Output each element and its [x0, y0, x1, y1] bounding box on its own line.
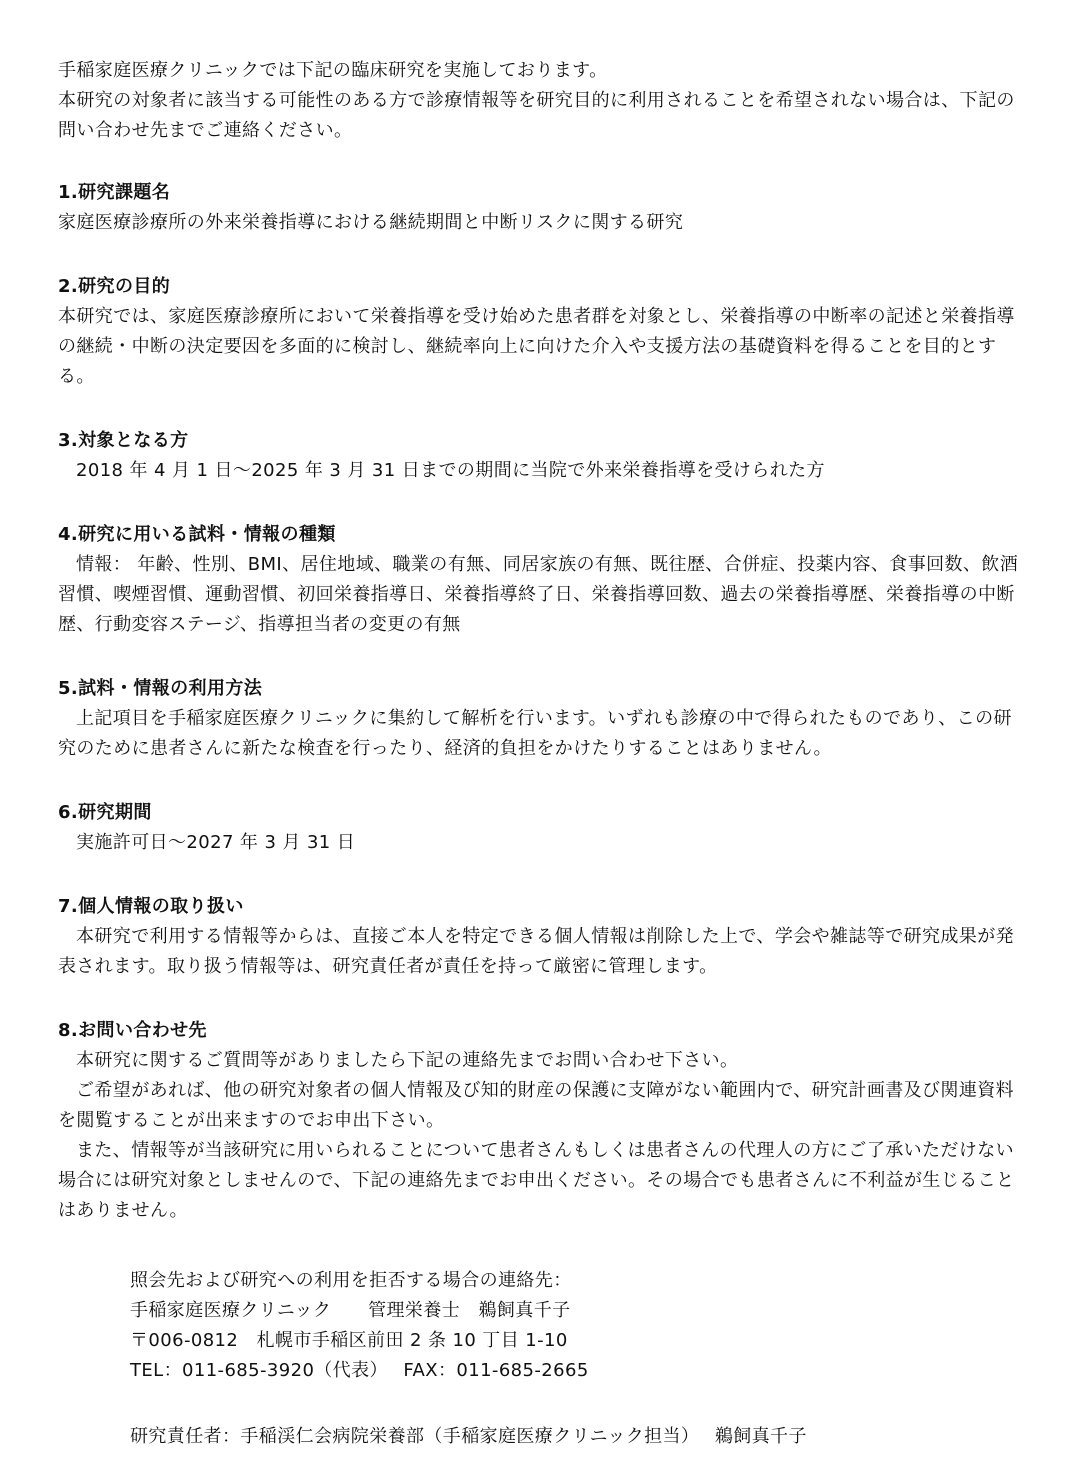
section-text: 実施許可日～2027 年 3 月 31 日 [76, 832, 356, 853]
intro-line-1: 手稲家庭医療クリニックでは下記の臨床研究を実施しております。 [58, 60, 608, 81]
section-text: 家庭医療診療所の外来栄養指導における継続期間と中断リスクに関する研究 [58, 212, 684, 233]
section-heading: 2.研究の目的 [58, 276, 171, 297]
intro-line-2: 本研究の対象者に該当する可能性のある方で診療情報等を研究目的に利用されることを希望されない場合は、下記の問い合わせ先までご連絡ください。 [58, 90, 1015, 141]
section-heading: 1.研究課題名 [58, 182, 171, 203]
contact-clinic: 手稲家庭医療クリニック 管理栄養士 鵜飼真千子 [130, 1300, 571, 1321]
spacer [130, 1386, 1022, 1422]
contact-address: 〒006-0812 札幌市手稲区前田 2 条 10 丁目 1-10 [130, 1330, 568, 1351]
section-target [58, 426, 1022, 486]
section-heading: 3.対象となる方 [58, 430, 189, 451]
section-text: ご希望があれば、他の研究対象者の個人情報及び知的財産の保護に支障がない範囲内で、研究計画書及び関連資料を閲覧することが出来ますのでお申出下さい。 [58, 1080, 1015, 1131]
section-heading: 5.試料・情報の利用方法 [58, 678, 263, 699]
section-heading: 8.お問い合わせ先 [58, 1020, 207, 1041]
contact-responsible: 研究責任者：手稲渓仁会病院栄養部（手稲家庭医療クリニック担当） 鵜飼真千子 [130, 1426, 807, 1447]
contact-block [58, 1266, 1022, 1452]
section-heading: 7.個人情報の取り扱い [58, 896, 244, 917]
section-heading: 4.研究に用いる試料・情報の種類 [58, 524, 336, 545]
section-heading: 6.研究期間 [58, 802, 152, 823]
contact-label: 照会先および研究への利用を拒否する場合の連絡先： [130, 1270, 572, 1291]
section-text: 情報： 年齢、性別、BMI、居住地域、職業の有無、同居家族の有無、既往歴、合併症、投薬内容、食事回数、飲酒習慣、喫煙習慣、運動習慣、初回栄養指導日、栄養指導終了日、栄養指導回数、過去の栄養指導歴、栄養指導の中断歴、行動変容ステージ、指導担当者の変更の有無 [58, 554, 1019, 635]
section-inquiries [58, 1016, 1022, 1226]
section-text: また、情報等が当該研究に用いられることについて患者さんもしくは患者さんの代理人の方にご了承いただけない場合には研究対象としませんので、下記の連絡先までお申出ください。その場合でも患者さんに不利益が生じることはありません。 [58, 1140, 1015, 1221]
section-usage-method [58, 674, 1022, 764]
notice-document [58, 56, 1022, 1452]
section-text: 本研究では、家庭医療診療所において栄養指導を受け始めた患者群を対象とし、栄養指導の中断率の記述と栄養指導の継続・中断の決定要因を多面的に検討し、継続率向上に向けた介入や支援方法の基礎資料を得ることを目的とする。 [58, 306, 1015, 387]
section-personal-information [58, 892, 1022, 982]
section-text: 2018 年 4 月 1 日～2025 年 3 月 31 日までの期間に当院で外来栄養指導を受けられた方 [76, 460, 825, 481]
section-research-title [58, 178, 1022, 238]
contact-phone: TEL：011-685-3920（代表） FAX：011-685-2665 [130, 1360, 589, 1381]
section-text: 本研究で利用する情報等からは、直接ご本人を特定できる個人情報は削除した上で、学会や雑誌等で研究成果が発表されます。取り扱う情報等は、研究責任者が責任を持って厳密に管理します。 [58, 926, 1015, 977]
section-information-types [58, 520, 1022, 640]
section-purpose [58, 272, 1022, 392]
section-research-period [58, 798, 1022, 858]
section-text: 上記項目を手稲家庭医療クリニックに集約して解析を行います。いずれも診療の中で得られたものであり、この研究のために患者さんに新たな検査を行ったり、経済的負担をかけたりすることはありません。 [58, 708, 1012, 759]
intro [58, 56, 1022, 146]
section-text: 本研究に関するご質問等がありましたら下記の連絡先までお問い合わせ下さい。 [76, 1050, 739, 1071]
